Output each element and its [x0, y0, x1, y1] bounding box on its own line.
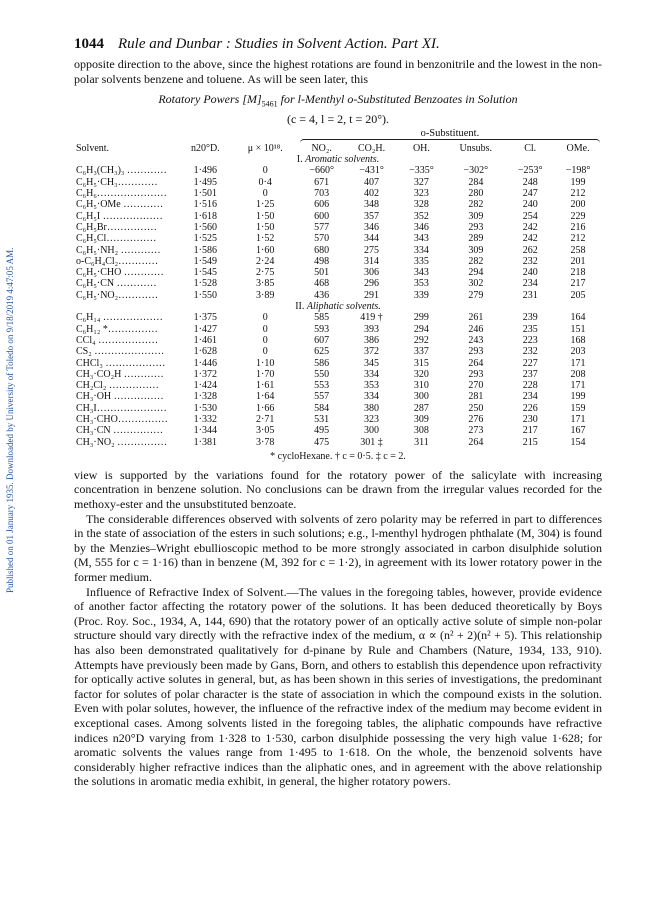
value-cell: 294 [468, 267, 484, 279]
value-cell: 1·496 [193, 165, 217, 177]
value-cell: 262 [522, 244, 538, 256]
value-cell: 380 [364, 402, 380, 414]
value-cell: 282 [468, 255, 484, 267]
solvent-cell: C₆H₅I ……………… [76, 210, 163, 222]
value-cell: 1·446 [193, 357, 217, 369]
value-cell: 584 [314, 402, 330, 414]
value-cell: 1·60 [256, 244, 275, 256]
value-cell: 276 [468, 414, 484, 425]
solvent-cell: C₆H₅·CN ………… [76, 278, 157, 290]
value-cell: 501 [314, 267, 330, 279]
value-cell: 436 [314, 289, 330, 301]
value-cell: 1·516 [193, 199, 217, 211]
value-cell: 671 [314, 176, 330, 188]
value-cell: 258 [570, 244, 586, 256]
value-cell: 0·4 [258, 176, 272, 188]
value-cell: 171 [570, 414, 586, 425]
table-row [74, 335, 602, 346]
value-cell: 168 [570, 334, 586, 346]
value-cell: 247 [522, 188, 538, 200]
solvent-cell: C₆H₅·CHO ………… [76, 267, 164, 279]
value-cell: 357 [364, 210, 380, 222]
value-cell: 570 [314, 233, 330, 245]
value-cell: 1·495 [193, 176, 217, 188]
value-cell: 226 [522, 402, 538, 414]
value-cell: 203 [570, 346, 586, 358]
value-cell: 296 [364, 278, 380, 290]
table-row [74, 425, 602, 436]
section-header-row [74, 154, 602, 165]
value-cell: 1·66 [256, 402, 275, 414]
value-cell: 586 [314, 357, 330, 369]
table-row [74, 245, 602, 256]
value-cell: 154 [570, 436, 586, 448]
body-text [74, 468, 602, 789]
value-cell: 232 [522, 346, 538, 358]
value-cell: 393 [364, 323, 380, 335]
value-cell: 275 [364, 244, 380, 256]
paragraph-2: The considerable differences observed with solvents of zero polarity may be referred in part to differences in the state of association of the esters in such solutions; e.g., l-menthyl hydrogen phthalate (M, 304) is found by the Menzies–Wright ebullioscopic method to be more strongly associated in carbon disulphide solution (M, 555 for c = 1·16) than in benzene (M, 392 for c = 1·2), in agreement with its lower rotatory power in the former medium. [74, 511, 602, 585]
value-cell: 216 [570, 221, 586, 233]
spanner-label: o-Substituent. [420, 127, 480, 139]
value-cell: 1·424 [193, 380, 217, 392]
value-cell: 228 [522, 380, 538, 392]
column-header: CO₂H. [357, 142, 386, 154]
value-cell: 1·61 [256, 380, 275, 392]
table-row [74, 437, 602, 448]
value-cell: 577 [314, 221, 330, 233]
value-cell: 475 [314, 436, 330, 448]
value-cell: 1·549 [193, 255, 217, 267]
table-row [74, 290, 602, 301]
value-cell: 300 [364, 425, 380, 437]
value-cell: 218 [570, 267, 586, 279]
value-cell: −302° [463, 165, 489, 177]
value-cell: 1·372 [193, 368, 217, 380]
table-footnotes: * cycloHexane. † c = 0·5. ‡ c = 2. [270, 450, 406, 462]
value-cell: 242 [522, 233, 538, 245]
value-cell: 289 [468, 233, 484, 245]
value-cell: 323 [413, 188, 429, 200]
value-cell: −660° [309, 165, 334, 177]
table-row [74, 177, 602, 188]
value-cell: 199 [570, 176, 586, 188]
solvent-cell: C₆H₅·NH₂ ………… [76, 244, 161, 256]
section-title [74, 301, 602, 312]
value-cell: 264 [468, 436, 484, 448]
value-cell: 200 [570, 199, 586, 211]
value-cell: 348 [364, 199, 380, 211]
table-row [74, 403, 602, 414]
value-cell: 1·628 [193, 346, 217, 358]
value-cell: −335° [409, 165, 434, 177]
value-cell: 495 [314, 425, 330, 437]
value-cell: 1·586 [193, 244, 217, 256]
value-cell: 239 [522, 312, 538, 324]
column-header: μ × 10¹⁸. [247, 142, 283, 154]
running-title: Rule and Dunbar : Studies in Solvent Action. Part XI. [118, 36, 440, 52]
value-cell: 0 [262, 165, 268, 177]
caption-line-1a: Rotatory Powers [M] [158, 92, 262, 107]
column-header: Solvent. [76, 142, 110, 154]
value-cell: 1·10 [256, 357, 275, 369]
value-cell: 299 [413, 312, 429, 324]
value-cell: 334 [364, 368, 380, 380]
value-cell: 337 [413, 346, 429, 358]
table-row [74, 211, 602, 222]
value-cell: 1·52 [256, 233, 275, 245]
caption-subscript: 5461 [261, 99, 278, 109]
section-roman: I. [296, 154, 303, 166]
solvent-cell: CH₃·CN …………… [76, 425, 164, 437]
value-cell: 339 [413, 289, 429, 301]
value-cell: 291 [364, 289, 380, 301]
value-cell: 1·501 [193, 188, 217, 200]
value-cell: 264 [468, 357, 484, 369]
value-cell: 201 [570, 255, 586, 267]
table-row [74, 278, 602, 289]
value-cell: 205 [570, 289, 586, 301]
value-cell: 334 [364, 391, 380, 403]
value-cell: 407 [364, 176, 380, 188]
value-cell: 372 [364, 346, 380, 358]
solvent-cell: CS₂ ………………… [76, 346, 165, 358]
value-cell: 199 [570, 391, 586, 403]
value-cell: 680 [314, 244, 330, 256]
value-cell: 234 [522, 278, 538, 290]
solvent-cell: C₆H₁₄ ……………… [76, 312, 163, 324]
solvent-cell: CH₃I………………… [76, 402, 167, 414]
solvent-cell: C₆H₁₂ *…………… [76, 323, 158, 335]
value-cell: 1·332 [193, 414, 217, 425]
solvent-cell: CCl₄ ……………… [76, 334, 159, 346]
value-cell: 344 [364, 233, 380, 245]
value-cell: 386 [364, 334, 380, 346]
table-row [74, 414, 602, 425]
value-cell: 625 [314, 346, 330, 358]
column-header: NO₂. [311, 142, 332, 154]
solvent-cell: CH₃·NO₂ …………… [76, 436, 168, 448]
table-row [74, 199, 602, 210]
table-row [74, 233, 602, 244]
value-cell: 261 [468, 312, 484, 324]
value-cell: 293 [468, 221, 484, 233]
value-cell: 550 [314, 368, 330, 380]
substituent-spanner [298, 128, 602, 143]
value-cell: 3·89 [256, 289, 275, 301]
value-cell: 310 [413, 380, 429, 392]
value-cell: 0 [262, 346, 268, 358]
value-cell: 246 [468, 323, 484, 335]
value-cell: 1·381 [193, 436, 217, 448]
page-content [74, 36, 602, 789]
solvent-cell: C₆H₅·CH₃………… [76, 176, 158, 188]
solvent-cell: C₆H₃(CH₃)₃ ………… [76, 165, 167, 177]
value-cell: 1·50 [256, 210, 275, 222]
value-cell: 301 ‡ [360, 436, 383, 448]
value-cell: 240 [522, 267, 538, 279]
value-cell: 280 [468, 188, 484, 200]
value-cell: 0 [262, 312, 268, 324]
value-cell: 208 [570, 368, 586, 380]
section-label: Aromatic solvents. [305, 154, 380, 166]
table-row [74, 358, 602, 369]
value-cell: 346 [413, 221, 429, 233]
caption-line-2: (c = 4, l = 2, t = 20°). [286, 111, 390, 126]
value-cell: 250 [468, 402, 484, 414]
value-cell: 468 [314, 278, 330, 290]
value-cell: −253° [517, 165, 543, 177]
value-cell: 227 [522, 357, 538, 369]
value-cell: 215 [522, 436, 538, 448]
value-cell: 1·375 [193, 312, 217, 324]
value-cell: 223 [522, 334, 538, 346]
value-cell: 1·50 [256, 221, 275, 233]
column-header: Unsubs. [459, 142, 493, 154]
value-cell: 294 [413, 323, 429, 335]
table-row [74, 256, 602, 267]
section-roman: II. [295, 301, 305, 313]
value-cell: 2·24 [256, 255, 275, 267]
solvent-cell: CH₃·CO₂H ………… [76, 368, 164, 380]
value-cell: 3·85 [256, 278, 275, 290]
value-cell: 323 [364, 414, 380, 425]
value-cell: 553 [314, 380, 330, 392]
value-cell: 302 [468, 278, 484, 290]
table-row [74, 391, 602, 402]
solvent-cell: CH₂Cl₂ …………… [76, 380, 159, 392]
value-cell: 402 [364, 188, 380, 200]
value-cell: 159 [570, 402, 586, 414]
value-cell: 309 [468, 210, 484, 222]
value-cell: 293 [468, 346, 484, 358]
section-label: Aliphatic solvents. [306, 301, 381, 313]
value-cell: 243 [468, 334, 484, 346]
section-title [74, 154, 602, 165]
solvent-cell: CH₃·OH …………… [76, 391, 164, 403]
value-cell: 0 [262, 323, 268, 335]
value-cell: 254 [522, 210, 538, 222]
value-cell: 1·530 [193, 402, 217, 414]
value-cell: 1·64 [256, 391, 275, 403]
value-cell: 151 [570, 323, 586, 335]
value-cell: 1·344 [193, 425, 217, 437]
section-header-row [74, 301, 602, 312]
solvent-cell: C₆H₅·NO₂………… [76, 289, 159, 301]
value-cell: 231 [522, 289, 538, 301]
value-cell: 1·70 [256, 368, 275, 380]
table-row [74, 324, 602, 335]
value-cell: 1·545 [193, 267, 217, 279]
value-cell: 292 [413, 334, 429, 346]
value-cell: 282 [468, 199, 484, 211]
download-watermark: Published on 01 January 1935. Downloaded by University of Toledo on 9/18/2019 4:47:05 AM. [5, 247, 15, 593]
table-row [74, 188, 602, 199]
solvent-cell: CH₃·CHO…………… [76, 414, 168, 425]
paragraph-3: Influence of Refractive Index of Solvent.—The values in the foregoing tables, however, provide evidence of another factor affecting the rotatory power of the solutions. It has been deduced theoretically by Boys (Proc. Roy. Soc., 1934, A, 144, 690) that the rotatory power of an optically active solute of simple non-polar structure should vary directly with the refractive index of the medium, α ∝ (n² + 2)(n² + 5). This relationship has also been demonstrated qualitatively for d-pinane by Rule and Chambers (Nature, 1934, 133, 910). Attempts have previously been made by Gans, Born, and others to establish this dependence upon refractivity for optically active solutes in general, but, as has been shown in this series of investigations, the predominant factor for solutes of polar character is the state of association in which the compound exists in the solution. Even with polar solutes, however, the influence of the refractive index of the medium may become evident in exceptional cases. Among solvents listed in the foregoing tables, the aliphatic compounds have refractive indices n20°D varying from 1·328 to 1·530, carbon disulphide possessing the very high value 1·628; for aromatic solvents the values range from 1·495 to 1·618. On the whole, the benzenoid solvents have considerably higher refractive indices than the aliphatic ones, and in agreement with the above relationship the solutions in aromatic media exhibit, in general, the higher rotatory powers. [74, 584, 602, 789]
value-cell: 314 [364, 255, 380, 267]
value-cell: 1·461 [193, 334, 217, 346]
value-cell: 703 [314, 188, 330, 200]
solvent-cell: C₆H₅Br…………… [76, 221, 157, 233]
paragraph-1: view is supported by the variations found for the rotatory power of the salicylate with increasing concentration in benzene solution. No conclusions can be drawn from the irregular values recorded for the methoxy-ester and the unsubstituted benzoate. [74, 467, 602, 512]
table-caption [74, 92, 602, 125]
value-cell: −198° [565, 165, 591, 177]
value-cell: 346 [364, 221, 380, 233]
value-cell: 353 [413, 278, 429, 290]
value-cell: 1·25 [256, 199, 275, 211]
value-cell: 320 [413, 368, 429, 380]
value-cell: 164 [570, 312, 586, 324]
value-cell: 287 [413, 402, 429, 414]
value-cell: 284 [468, 176, 484, 188]
value-cell: 167 [570, 425, 586, 437]
value-cell: 300 [413, 391, 429, 403]
table-row [74, 380, 602, 391]
solvent-cell: C₆H₅·OMe ………… [76, 199, 164, 211]
value-cell: 343 [413, 233, 429, 245]
value-cell: 352 [413, 210, 429, 222]
value-cell: 242 [522, 221, 538, 233]
intro-paragraph: opposite direction to the above, since the highest rotations are found in benzonitrile and the lowest in the non-polar solvents benzene and toluene. As will be seen later, this [74, 57, 602, 86]
value-cell: 600 [314, 210, 330, 222]
value-cell: 327 [413, 176, 429, 188]
value-cell: 335 [413, 255, 429, 267]
value-cell: 1·550 [193, 289, 217, 301]
value-cell: 309 [413, 414, 429, 425]
caption-line-1b: for l-Menthyl o-Substituted Benzoates in Solution [277, 92, 518, 107]
value-cell: 1·427 [193, 323, 217, 335]
value-cell: 498 [314, 255, 330, 267]
table-row [74, 222, 602, 233]
value-cell: 212 [570, 233, 586, 245]
table-row [74, 346, 602, 357]
table-row [74, 369, 602, 380]
value-cell: 0 [262, 188, 268, 200]
value-cell: 3·05 [256, 425, 275, 437]
solvent-cell: C₆H₅Cl…………… [76, 233, 157, 245]
value-cell: 2·71 [256, 414, 275, 425]
value-cell: 235 [522, 323, 538, 335]
value-cell: 234 [522, 391, 538, 403]
value-cell: 3·78 [256, 436, 275, 448]
column-header: OH. [412, 142, 430, 154]
value-cell: 217 [570, 278, 586, 290]
value-cell: 273 [468, 425, 484, 437]
value-cell: 212 [570, 188, 586, 200]
value-cell: 1·328 [193, 391, 217, 403]
value-cell: 293 [468, 368, 484, 380]
value-cell: 240 [522, 199, 538, 211]
value-cell: 593 [314, 323, 330, 335]
value-cell: 306 [364, 267, 380, 279]
value-cell: −431° [359, 165, 384, 177]
value-cell: 0 [262, 334, 268, 346]
column-header: OMe. [566, 142, 590, 154]
value-cell: 1·525 [193, 233, 217, 245]
running-header [74, 36, 602, 53]
value-cell: 2·75 [256, 267, 275, 279]
value-cell: 171 [570, 380, 586, 392]
value-cell: 230 [522, 414, 538, 425]
value-cell: 270 [468, 380, 484, 392]
column-header-row [74, 143, 602, 154]
value-cell: 311 [414, 436, 429, 448]
solvent-cell: CHCl₃ ……………… [76, 357, 166, 369]
solvent-cell: o-C₆H₄Cl₂………… [76, 255, 159, 267]
value-cell: 419 † [360, 312, 383, 324]
value-cell: 531 [314, 414, 330, 425]
value-cell: 353 [364, 380, 380, 392]
table-row [74, 312, 602, 323]
value-cell: 345 [364, 357, 380, 369]
value-cell: 309 [468, 244, 484, 256]
value-cell: 1·528 [193, 278, 217, 290]
value-cell: 585 [314, 312, 330, 324]
value-cell: 229 [570, 210, 586, 222]
column-header: Cl. [524, 142, 537, 154]
value-cell: 279 [468, 289, 484, 301]
value-cell: 343 [413, 267, 429, 279]
rotatory-powers-table [74, 128, 602, 448]
solvent-cell: C₆H₆………………… [76, 188, 167, 200]
value-cell: 334 [413, 244, 429, 256]
value-cell: 557 [314, 391, 330, 403]
table-row [74, 267, 602, 278]
value-cell: 232 [522, 255, 538, 267]
value-cell: 171 [570, 357, 586, 369]
value-cell: 281 [468, 391, 484, 403]
value-cell: 606 [314, 199, 330, 211]
value-cell: 1·618 [193, 210, 217, 222]
value-cell: 248 [522, 176, 538, 188]
page-number: 1044 [74, 36, 104, 52]
value-cell: 607 [314, 334, 330, 346]
value-cell: 328 [413, 199, 429, 211]
value-cell: 217 [522, 425, 538, 437]
value-cell: 315 [413, 357, 429, 369]
value-cell: 308 [413, 425, 429, 437]
table-row [74, 165, 602, 176]
value-cell: 1·560 [193, 221, 217, 233]
column-header: n20°D. [190, 142, 220, 154]
table-body [74, 154, 602, 448]
value-cell: 237 [522, 368, 538, 380]
